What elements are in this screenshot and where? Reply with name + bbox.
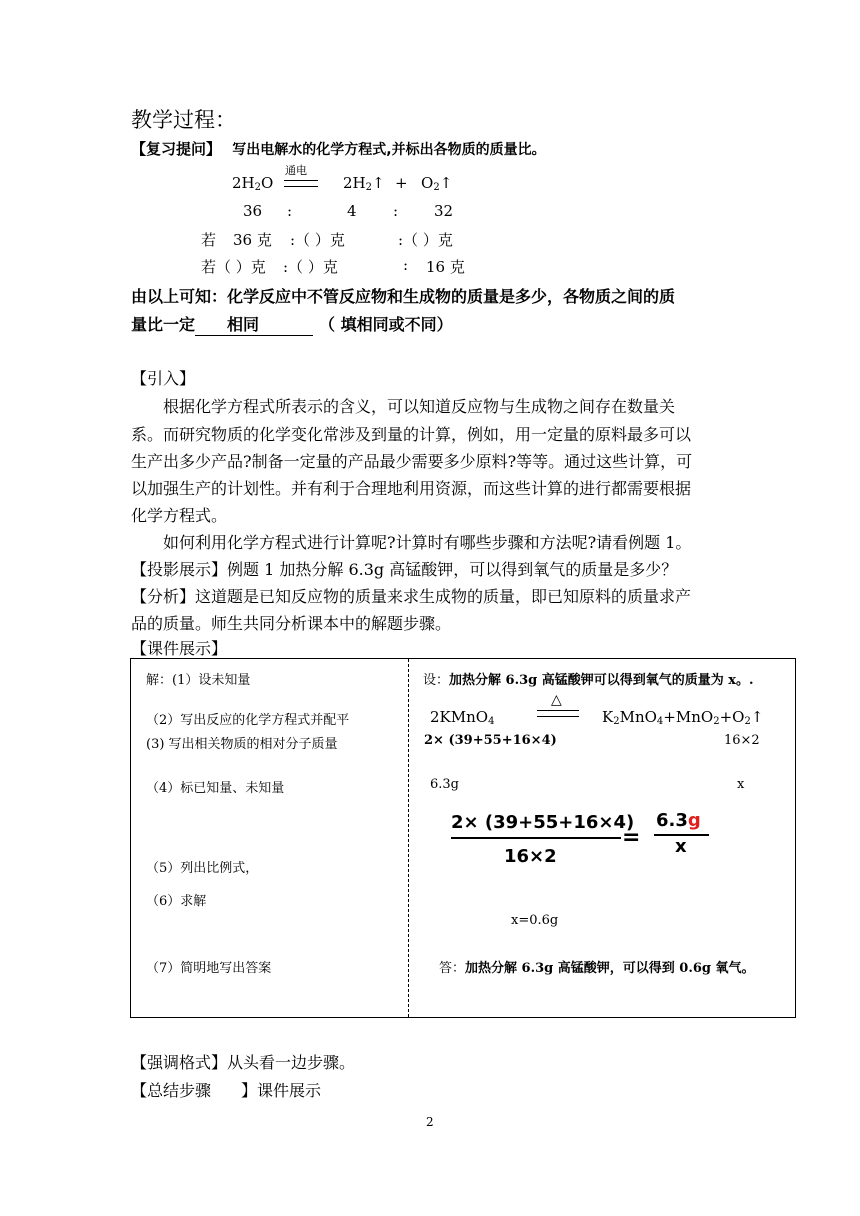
known-mass: 6.3g (430, 777, 459, 792)
row1-if: 若 (201, 231, 217, 249)
analysis-line-1: 【分析】这道题是已知反应物的质量来求生成物的质量，即已知原料的质量求产 (131, 587, 692, 606)
courseware-tag: 【课件展示】 (131, 639, 228, 658)
review-prompt: 写出电解水的化学方程式,并标出各物质的质量比。 (232, 142, 546, 158)
row2-if-blank: 若（ ）克 (201, 258, 266, 276)
ratio-colon-1: : (287, 202, 293, 220)
projection-line: 【投影展示】例题 1 加热分解 6.3g 高锰酸钾，可以得到氧气的质量是多少？ (131, 560, 678, 579)
row1-blank-2: :（ ）克 (398, 231, 453, 249)
answer-line: 答：加热分解 6.3g 高锰酸钾，可以得到 0.6g 氧气。 (439, 961, 755, 976)
step-6: （6）求解 (146, 894, 207, 909)
set-unknown: 设：加热分解 6.3g 高锰酸钾可以得到氧气的质量为 x。. (423, 673, 754, 688)
heat-condition: △ (551, 692, 562, 708)
step-4: （4）标已知量、未知量 (146, 781, 285, 796)
plus-sign: + (395, 174, 408, 192)
product-hydrogen: $2H_2↑$ (343, 174, 385, 193)
row2-blank: :（ ）克 (283, 258, 338, 276)
intro-para1-line3: 生产出多少产品?制备一定量的产品最少需要多少原料?等等。通过这些计算，可 (131, 452, 693, 471)
solution-result: x=0.6g (511, 913, 559, 928)
ratio-36: 36 (243, 202, 263, 220)
ratio-colon-2: : (393, 202, 399, 220)
fraction-numerator: 2× (39+55+16×4) (451, 812, 635, 833)
intro-tag: 【引入】 (131, 369, 196, 388)
step-7: （7）简明地写出答案 (146, 961, 272, 976)
table-divider (408, 659, 409, 1017)
summary-line: 【总结步骤 】课件展示 (131, 1081, 322, 1100)
ratio-32: 32 (434, 202, 454, 220)
step-1: 解：(1）设未知量 (146, 673, 251, 688)
product-oxygen: $O_2↑$ (421, 174, 453, 193)
section-heading: 教学过程： (131, 108, 236, 132)
review-line (131, 138, 546, 159)
intro-para2: 如何利用化学方程式进行计算呢?计算时有哪些步骤和方法呢?请看例题 1。 (163, 533, 692, 552)
kmno4-reactant: 2KMnO$_4$ (430, 708, 495, 727)
review-tag: 【复习提问】 (131, 140, 222, 158)
ratio-4: 4 (347, 202, 357, 220)
step-2: （2）写出反应的化学方程式并配平 (146, 713, 350, 728)
row2-16g: 16 克 (426, 258, 465, 276)
conclusion-blank: 相同 (195, 312, 313, 336)
emphasis-line: 【强调格式】从头看一边步骤。 (131, 1053, 356, 1072)
step-5: （5）列出比例式， (146, 861, 259, 876)
fraction-denominator: 16×2 (504, 846, 557, 867)
reactant-water: $2H_2O$ (232, 174, 274, 193)
intro-para1-line1: 根据化学方程式所表示的含义，可以知道反应物与生成物之间存在数量关 (163, 397, 676, 416)
row1-36g: 36 克 (233, 231, 272, 249)
fraction-bar-1 (451, 837, 621, 839)
row1-blank-1: :（ ）克 (290, 231, 345, 249)
intro-para1-line4: 以加强生产的计划性。并有利于合理地利用资源，而这些计算的进行都需要根据 (131, 479, 692, 498)
equals-sign-2 (537, 710, 579, 717)
fraction2-denominator: x (675, 836, 687, 857)
step-3: (3) 写出相关物质的相对分子质量 (146, 737, 338, 752)
conclusion-line-1: 由以上可知：化学反应中不管反应物和生成物的质量是多少，各物质之间的质 (131, 287, 676, 306)
analysis-line-2: 品的质量。师生共同分析课本中的解题步骤。 (131, 614, 452, 633)
page-number: 2 (426, 1115, 434, 1129)
intro-para1-line2: 系。而研究物质的化学变化常涉及到量的计算，例如，用一定量的原料最多可以 (131, 425, 692, 444)
electrolysis-equation (232, 174, 273, 193)
products: $K_2MnO_4+MnO_2+O_2↑$ (602, 708, 764, 727)
equals-sign-1 (284, 180, 318, 187)
fraction2-numerator: 6.3g (656, 810, 701, 831)
conclusion-line-2: 量比一定 相同 （ 填相同或不同） (131, 312, 453, 336)
mass-right: 16×2 (724, 733, 760, 748)
row2-colon: : (403, 256, 409, 274)
fraction-equals: = (622, 825, 641, 850)
condition-electrolysis: 通电 (285, 164, 307, 177)
unknown-x: x (737, 777, 745, 792)
intro-para1-line5: 化学方程式。 (131, 506, 228, 525)
mass-left: 2× (39+55+16×4) (424, 733, 557, 748)
